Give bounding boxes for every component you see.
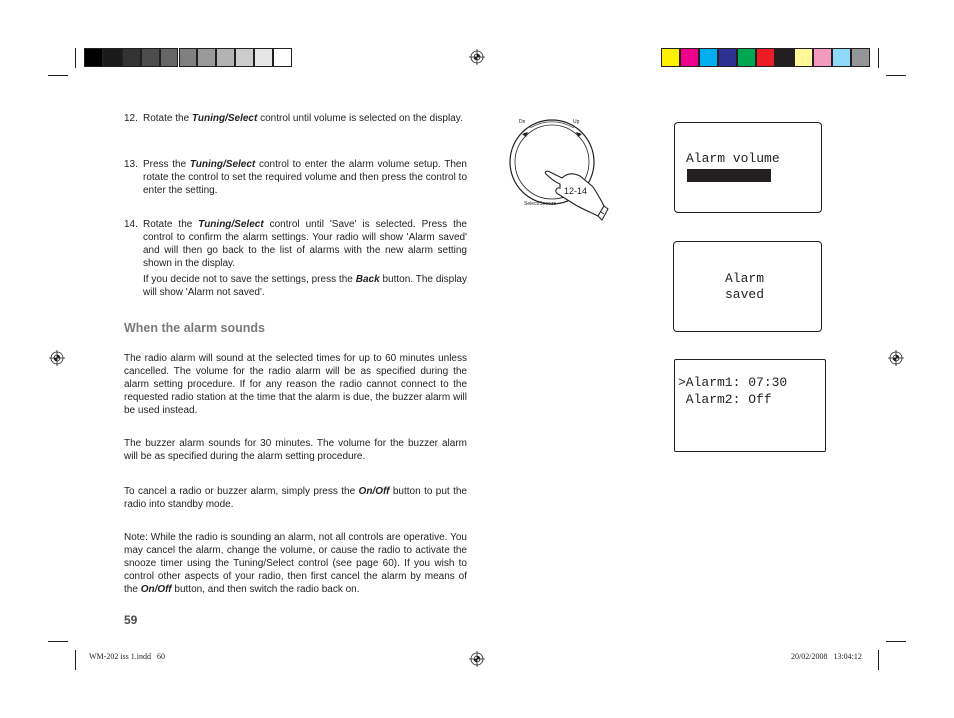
crop-mark: [886, 641, 906, 642]
lcd-display-alarm-list: [674, 359, 826, 452]
step-14: [124, 218, 467, 299]
paragraph-radio-alarm: The radio alarm will sound at the selected times for up to 60 minutes unless cancelled. The volume for the radio alarm will be as specified during the alarm setting procedure. If for any reason the radio cannot connect to the requested radio station at the time that the alarm is due, the buzzer alarm will be used instead.: [124, 353, 467, 416]
section-heading: When the alarm sounds: [124, 321, 265, 335]
color-swatch: [179, 48, 198, 67]
crop-mark: [886, 75, 906, 76]
lcd-display-alarm-volume: [674, 122, 822, 213]
registration-mark-icon: [888, 350, 904, 366]
paragraph-buzzer-alarm: The buzzer alarm sounds for 30 minutes. The volume for the buzzer alarm will be as specified during the alarm setting procedure.: [124, 438, 467, 462]
step-number: 12.: [124, 113, 138, 124]
crop-mark: [878, 48, 879, 68]
dial-callout-label: 12-14: [564, 186, 588, 196]
lcd-line-1: Alarm: [725, 271, 765, 286]
crop-mark: [75, 48, 76, 68]
color-swatch: [273, 48, 292, 67]
color-swatch: [103, 48, 122, 67]
footer-timestamp: 20/02/2008 13:04:12: [791, 652, 862, 661]
lcd-display-alarm-saved: [673, 241, 822, 332]
color-swatch: [851, 48, 870, 67]
registration-mark-icon: [469, 49, 485, 65]
color-swatch: [122, 48, 141, 67]
dial-label-up: Up: [573, 119, 580, 125]
step-note: If you decide not to save the settings, press the Back button. The display will show 'Alarm not saved'.: [143, 274, 467, 298]
crop-mark: [48, 75, 68, 76]
paragraph-note: Note: While the radio is sounding an alarm, not all controls are operative. You may cancel the alarm, change the volume, or cause the radio to activate the snooze timer using the Tuning/Select control (see page 60). If you wish to control other aspects of your radio, then first cancel the alarm by means of the On/Off button, and then switch the radio back on.: [124, 532, 467, 595]
color-swatch: [160, 48, 179, 67]
color-swatch: [680, 48, 699, 67]
color-swatch: [813, 48, 832, 67]
lcd-line-2: saved: [725, 287, 765, 302]
color-swatch: [756, 48, 775, 67]
step-text: Rotate the Tuning/Select control until volume is selected on the display.: [143, 113, 463, 124]
registration-mark-icon: [469, 651, 485, 667]
tuning-select-dial-illustration: [500, 112, 630, 222]
color-swatch: [699, 48, 718, 67]
lcd-line-1: Alarm volume: [686, 151, 780, 166]
color-swatch: [141, 48, 160, 67]
volume-level-bar: [687, 169, 771, 182]
lcd-line-1: >Alarm1: 07:30: [678, 375, 788, 390]
step-number: 14.: [124, 219, 138, 230]
color-swatch: [737, 48, 756, 67]
crop-mark: [75, 650, 76, 670]
color-swatch: [718, 48, 737, 67]
dial-label-select-snooze: Select/Snooze: [524, 201, 557, 207]
crop-mark: [878, 650, 879, 670]
registration-mark-icon: [49, 350, 65, 366]
paragraph-cancel-alarm: To cancel a radio or buzzer alarm, simply press the On/Off button to put the radio into standby mode.: [124, 486, 467, 510]
dial-knob-icon: [500, 112, 630, 222]
footer-file-info: WM-202 iss 1.indd 60: [89, 652, 165, 661]
step-12: [124, 112, 467, 125]
color-swatch: [216, 48, 235, 67]
step-text: Press the Tuning/Select control to enter the alarm volume setup. Then rotate the control to set the required volume and then press the control to enter the setting.: [143, 159, 467, 196]
step-number: 13.: [124, 159, 138, 170]
step-text: Rotate the Tuning/Select control until 'Save' is selected. Press the control to confirm the alarm settings. Your radio will show 'Alarm saved' and will then go back to the list of alarms with the new alarm setting shown in the display.: [143, 219, 467, 269]
color-swatch: [197, 48, 216, 67]
step-13: [124, 158, 467, 197]
color-swatch: [235, 48, 254, 67]
page-number: 59: [124, 613, 138, 627]
color-swatch: [254, 48, 273, 67]
lcd-line-2: Alarm2: Off: [678, 392, 772, 407]
color-swatch: [775, 48, 794, 67]
color-swatch: [661, 48, 680, 67]
color-swatch: [794, 48, 813, 67]
dial-label-dn: Dn: [519, 119, 526, 125]
color-swatch: [832, 48, 851, 67]
crop-mark: [48, 641, 68, 642]
color-swatch: [84, 48, 103, 67]
